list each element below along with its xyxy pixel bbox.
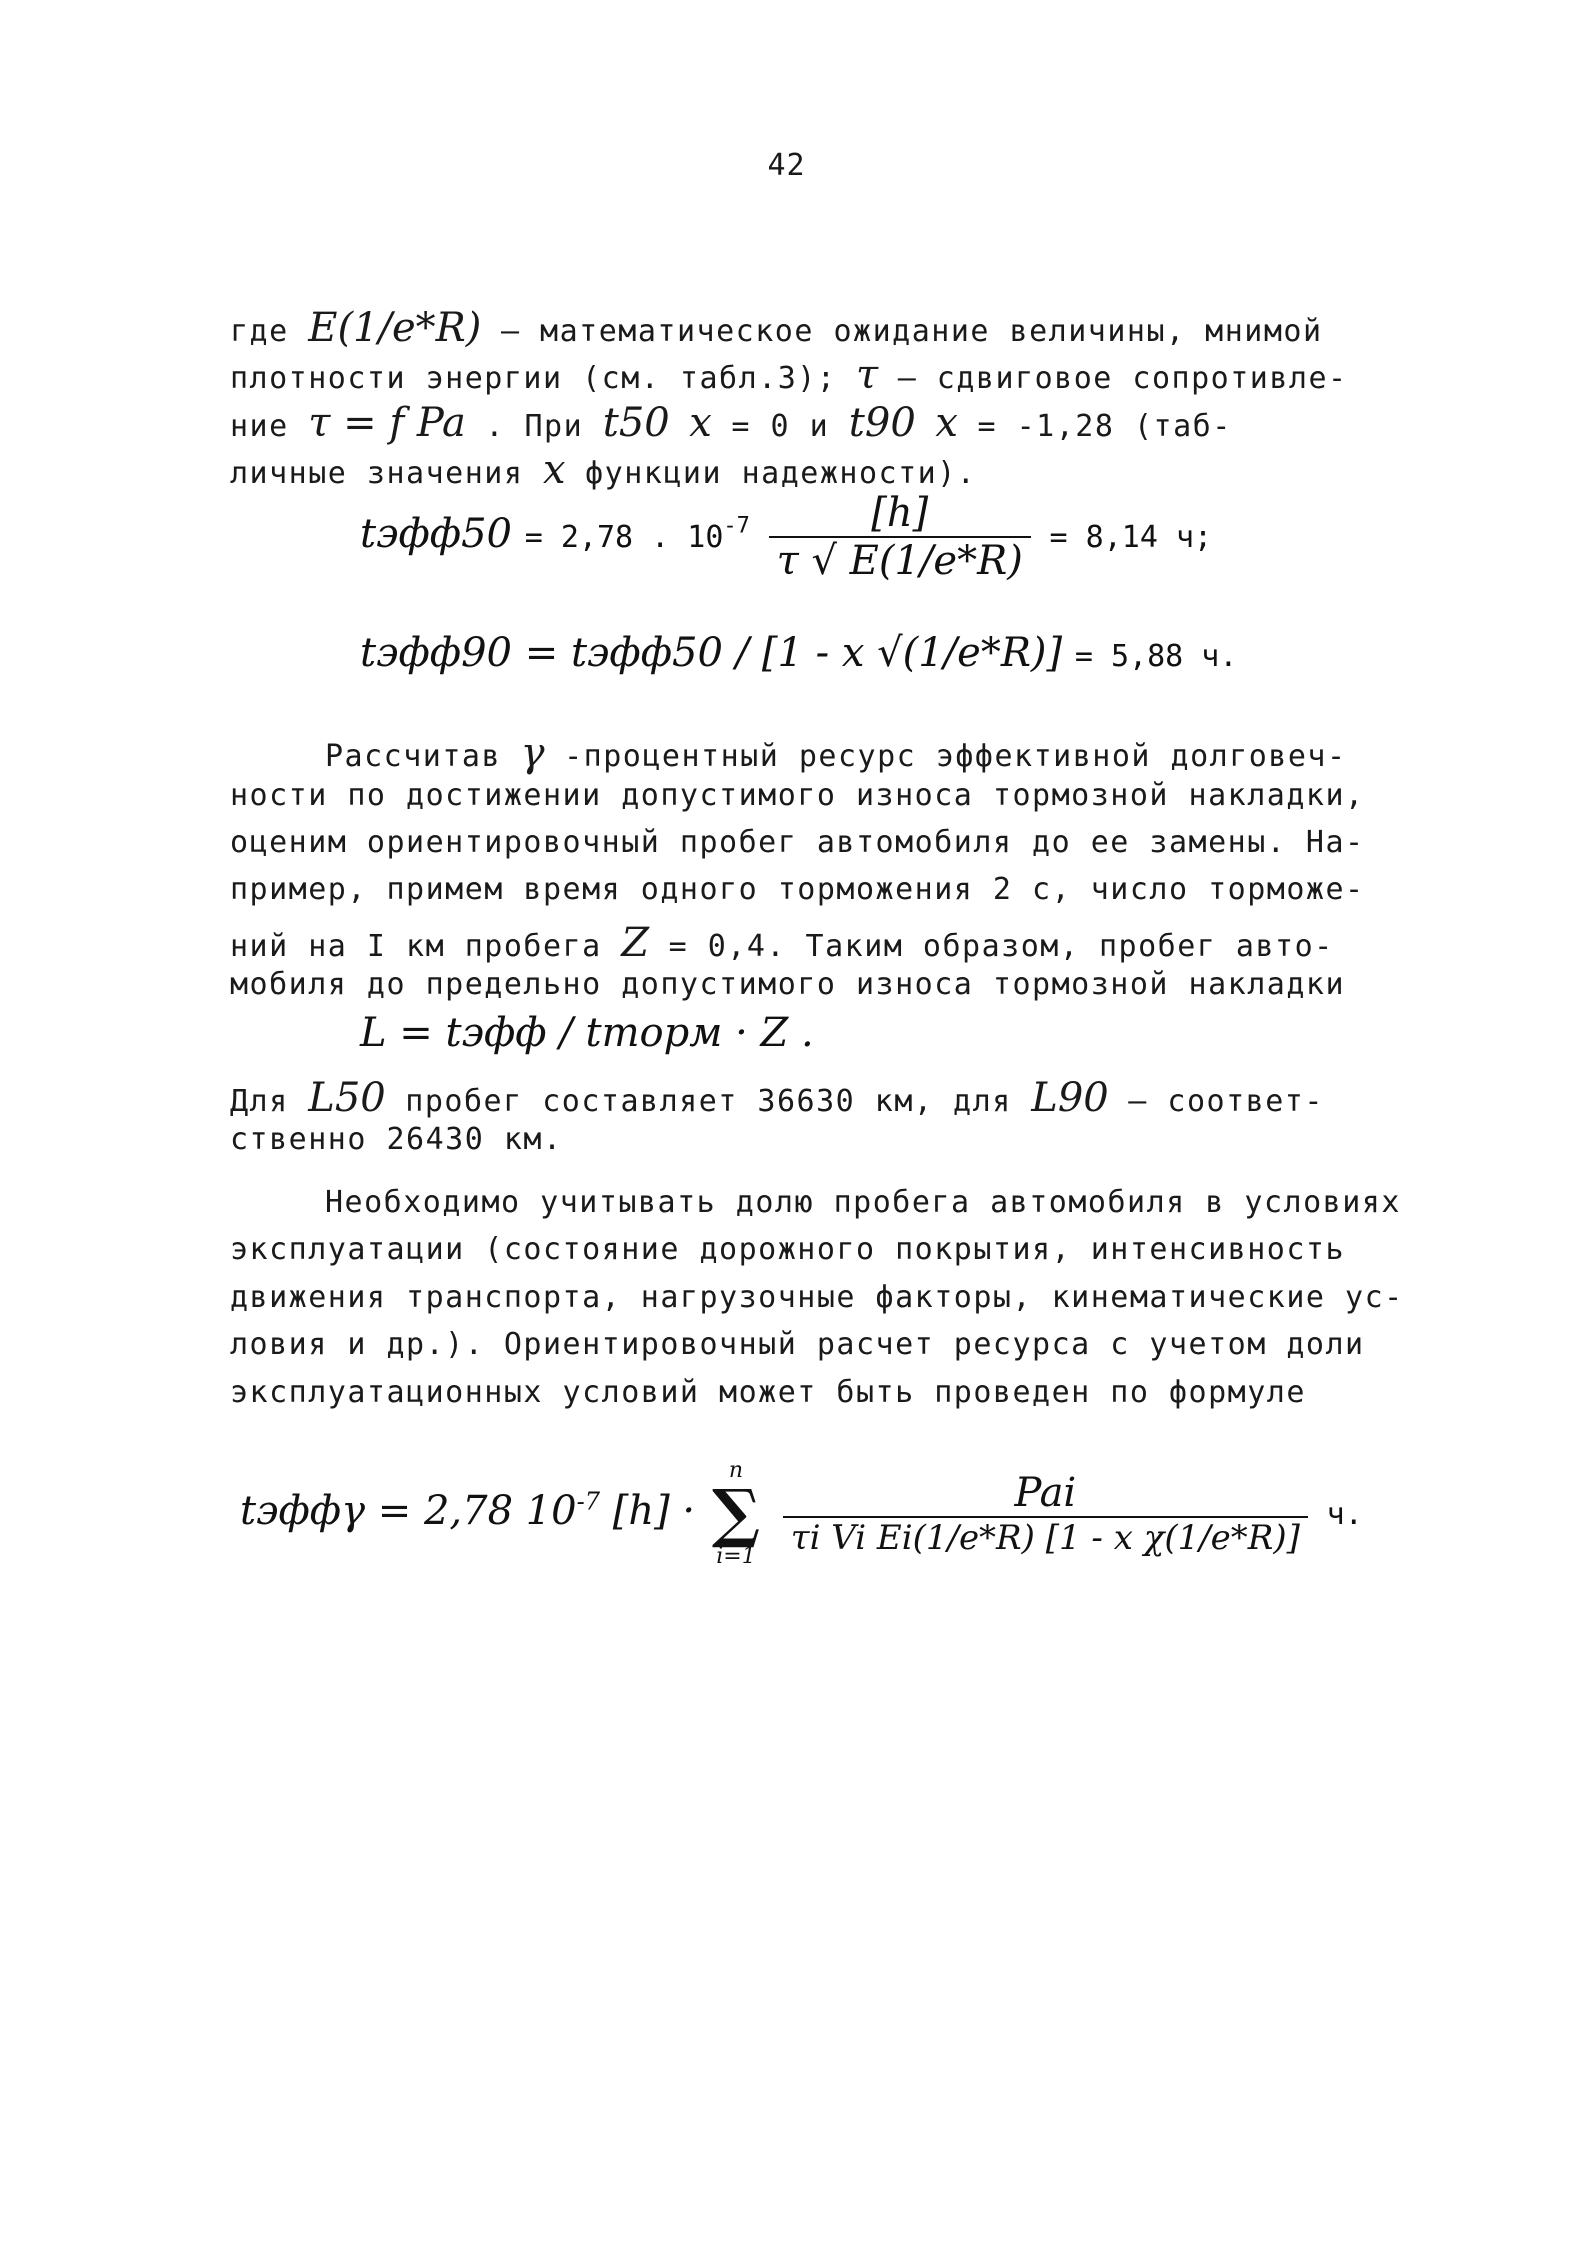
x-symbol: x — [935, 400, 958, 446]
sigma-icon: ∑ — [711, 1476, 761, 1551]
fraction-denominator: τ √ E(1/e*R) — [776, 538, 1023, 584]
sum-operator — [712, 1460, 760, 1568]
text: . При — [485, 409, 584, 444]
text: ний на I км пробега — [230, 929, 602, 964]
formula-exponent: -7 — [723, 513, 750, 539]
z-symbol: Z — [621, 920, 650, 966]
formula-teff90 — [360, 630, 1237, 676]
text: -процентный ресурс эффективной долговеч- — [564, 739, 1347, 774]
fraction-numerator: Pai — [783, 1470, 1308, 1518]
text: – математическое ожидание величины, мнимой — [500, 314, 1323, 349]
p2-line-1 — [325, 730, 1347, 776]
formula-fraction — [769, 490, 1031, 584]
p4-line-5: эксплуатационных условий может быть проведен по формуле — [230, 1375, 1306, 1410]
t50-symbol: t50 — [602, 400, 670, 446]
p4-line-3: движения транспорта, нагрузочные факторы, кинематические ус- — [230, 1280, 1404, 1315]
p1-line-1 — [230, 305, 1323, 351]
text: – сдвиговое сопротивле- — [897, 361, 1348, 396]
formula-fraction — [783, 1470, 1308, 1558]
text: личные значения — [230, 456, 524, 491]
fraction-denominator: τi Vi Ei(1/e*R) [1 - x χ(1/e*R)] — [790, 1518, 1300, 1558]
p1-line-4 — [230, 447, 976, 493]
text: = 0,4. Таким образом, пробег авто- — [668, 929, 1334, 964]
page-number: 42 — [767, 148, 806, 183]
t90-symbol: t90 — [848, 400, 916, 446]
formula-lhs: tэфф90 — [360, 630, 512, 676]
sum-lower-limit: i=1 — [716, 1544, 756, 1569]
p2-line-4: пример, примем время одного торможения 2 с, число торможе- — [230, 872, 1365, 907]
p1-line-3 — [230, 400, 1232, 446]
p2-line-6: мобиля до предельно допустимого износа тормозной накладки — [230, 967, 1346, 1002]
p2-line-3: оценим ориентировочный пробег автомобиля до ее замены. На- — [230, 825, 1365, 860]
text: ние — [230, 409, 289, 444]
p4-line-2: эксплуатации (состояние дорожного покрытия, интенсивность — [230, 1232, 1346, 1267]
formula-exponent: -7 — [576, 1487, 601, 1516]
text: = 0 и — [731, 409, 830, 444]
x-symbol: x — [689, 400, 712, 446]
formula-teff-gamma — [240, 1460, 1363, 1568]
p4-line-4: ловия и др.). Ориентировочный расчет ресурса с учетом доли — [230, 1327, 1365, 1362]
text: = -1,28 (таб- — [977, 409, 1232, 444]
formula-result: = 8,14 ч; — [1049, 520, 1213, 555]
p4-line-1: Необходимо учитывать долю пробега автомобиля в условиях — [325, 1185, 1401, 1220]
tau-symbol: τ — [855, 352, 879, 398]
tau-formula: τ = f Pa — [308, 400, 466, 446]
fraction-numerator: [h] — [769, 490, 1031, 538]
formula-teff50 — [360, 490, 1212, 584]
formula-h: [h] · — [612, 1488, 696, 1534]
formula-lhs: tэффγ — [240, 1488, 365, 1534]
sum-upper-limit: n — [728, 1458, 744, 1483]
text: функции надежности). — [585, 456, 977, 491]
p2-line-2: ности по достижении допустимого износа тормозной накладки, — [230, 778, 1365, 813]
formula-lhs: tэфф50 — [360, 511, 512, 557]
p2-line-5 — [230, 920, 1334, 966]
L50-symbol: L50 — [308, 1075, 386, 1121]
text: Для — [230, 1084, 289, 1119]
p3-line-1 — [230, 1075, 1324, 1121]
expectation-symbol: E(1/e*R) — [308, 305, 482, 351]
formula-coefficient: = 2,78 10 — [377, 1488, 577, 1534]
formula-mileage: L = tэфф / tторм · Z . — [360, 1010, 814, 1056]
text: Рассчитав — [325, 739, 502, 774]
p3-line-2: ственно 26430 км. — [230, 1122, 563, 1157]
gamma-symbol: γ — [520, 730, 545, 776]
text: где — [230, 314, 289, 349]
x-symbol: x — [543, 447, 566, 493]
text: плотности энергии (см. табл.3); — [230, 361, 837, 396]
formula-coefficient: = 2,78 . 10 — [524, 520, 724, 555]
text: – соответ- — [1128, 1084, 1324, 1119]
p1-line-2 — [230, 352, 1348, 398]
formula-result: = 5,88 ч. — [1074, 639, 1238, 674]
L90-symbol: L90 — [1031, 1075, 1109, 1121]
formula-unit: ч. — [1326, 1497, 1363, 1532]
formula-rhs: = tэфф50 / [1 - x √(1/e*R)] — [524, 630, 1063, 676]
text: пробег составляет 36630 км, для — [405, 1084, 1012, 1119]
